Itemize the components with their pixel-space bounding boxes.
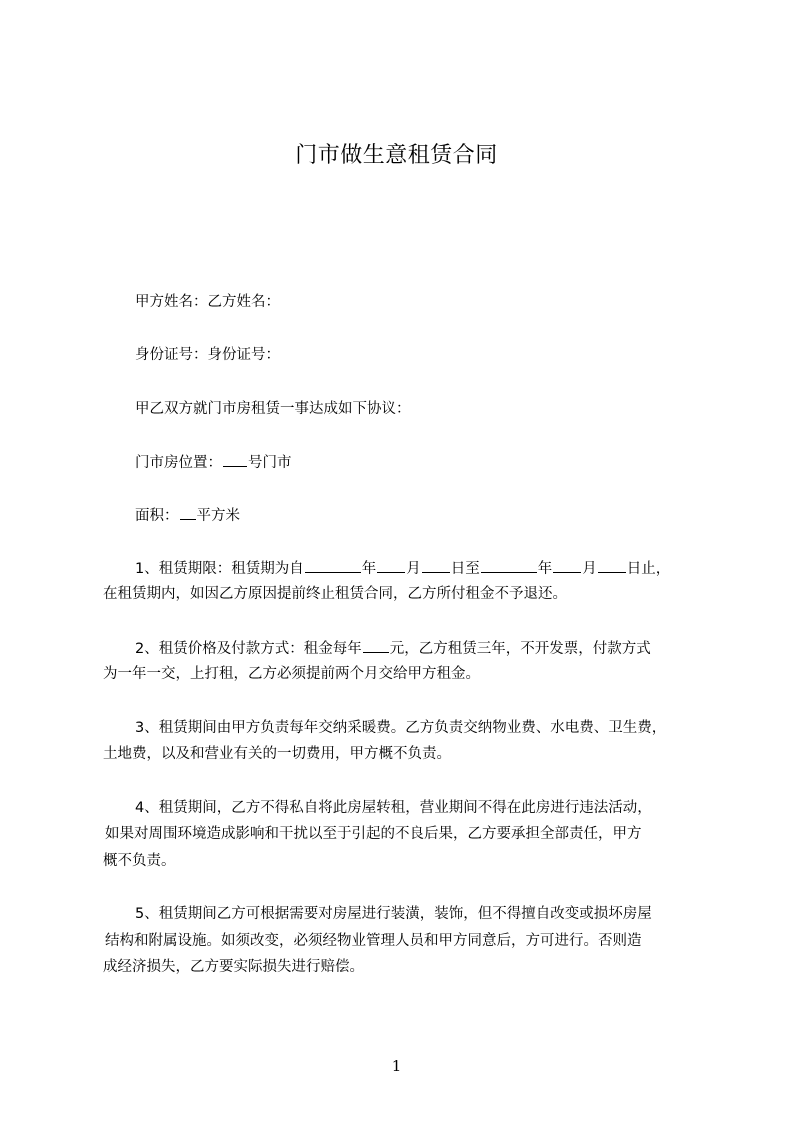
area-blank (180, 505, 196, 520)
clause1-end-month-label: 月 (582, 561, 597, 577)
page-number: 1 (391, 1057, 402, 1075)
clause3-line2: 土地费，以及和营业有关的一切费用，甲方概不负责。 (103, 746, 451, 762)
clause5-line1: 5、租赁期间乙方可根据需要对房屋进行装潢，装饰，但不得擅自改变或损坏房屋 (135, 906, 652, 922)
clause2-rent-blank (363, 638, 389, 653)
location-label: 门市房位置： (135, 455, 222, 471)
clause1-line2: 在租赁期内，如因乙方原因提前终止租赁合同，乙方所付租金不予退还。 (103, 586, 567, 602)
clause2-text-end: 元，乙方租赁三年，不开发票，付款方式 (389, 641, 651, 657)
clause1-start-day-blank (422, 558, 450, 573)
location-line (135, 452, 292, 473)
location-suffix: 号门市 (248, 455, 292, 471)
intro-line: 甲乙双方就门市房租赁一事达成如下协议： (135, 401, 411, 417)
clause2-line1 (135, 638, 651, 659)
clause5-line2: 结构和附属设施。如须改变，必须经物业管理人员和甲方同意后，方可进行。否则造 (105, 933, 642, 949)
clause4-line1: 4、租赁期间，乙方不得私自将此房屋转租，营业期间不得在此房进行违法活动， (135, 800, 652, 816)
clause4-line2: 如果对周围环境造成影响和干扰以至于引起的不良后果，乙方要承担全部责任，甲方 (105, 826, 642, 842)
clause2-line2: 为一年一交，上打租，乙方必须提前两个月交给甲方租金。 (103, 666, 480, 682)
clause1-start-year-blank (305, 558, 361, 573)
location-blank (223, 452, 247, 467)
document-title: 门市做生意租赁合同 (295, 143, 498, 168)
clause1-end-day-blank (598, 558, 626, 573)
clause1-text-start: 1、租赁期限：租赁期为自 (135, 561, 304, 577)
clause1-end-month-blank (553, 558, 581, 573)
clause1-end-year-label: 年 (537, 561, 553, 577)
clause1-day-end-label: 日止， (626, 561, 671, 577)
clause1-line1 (135, 558, 670, 579)
clause2-text-start: 2、租赁价格及付款方式：租金每年 (135, 641, 362, 657)
area-suffix: 平方米 (196, 508, 240, 524)
id-numbers-line: 身份证号：身份证号： (135, 347, 280, 363)
clause1-day-to-label: 日至 (450, 561, 480, 577)
area-label: 面积： (135, 508, 179, 524)
clause4-line3: 概不负责。 (103, 853, 176, 869)
clause1-year-label: 年 (361, 561, 377, 577)
clause1-start-month-blank (377, 558, 405, 573)
clause1-end-year-blank (481, 558, 537, 573)
parties-line: 甲方姓名：乙方姓名： (135, 294, 280, 310)
clause3-line1: 3、租赁期间由甲方负责每年交纳采暖费。乙方负责交纳物业费、水电费、卫生费， (135, 720, 667, 736)
area-line (135, 505, 240, 526)
clause1-month-label: 月 (406, 561, 421, 577)
clause5-line3: 成经济损失，乙方要实际损失进行赔偿。 (103, 959, 364, 975)
